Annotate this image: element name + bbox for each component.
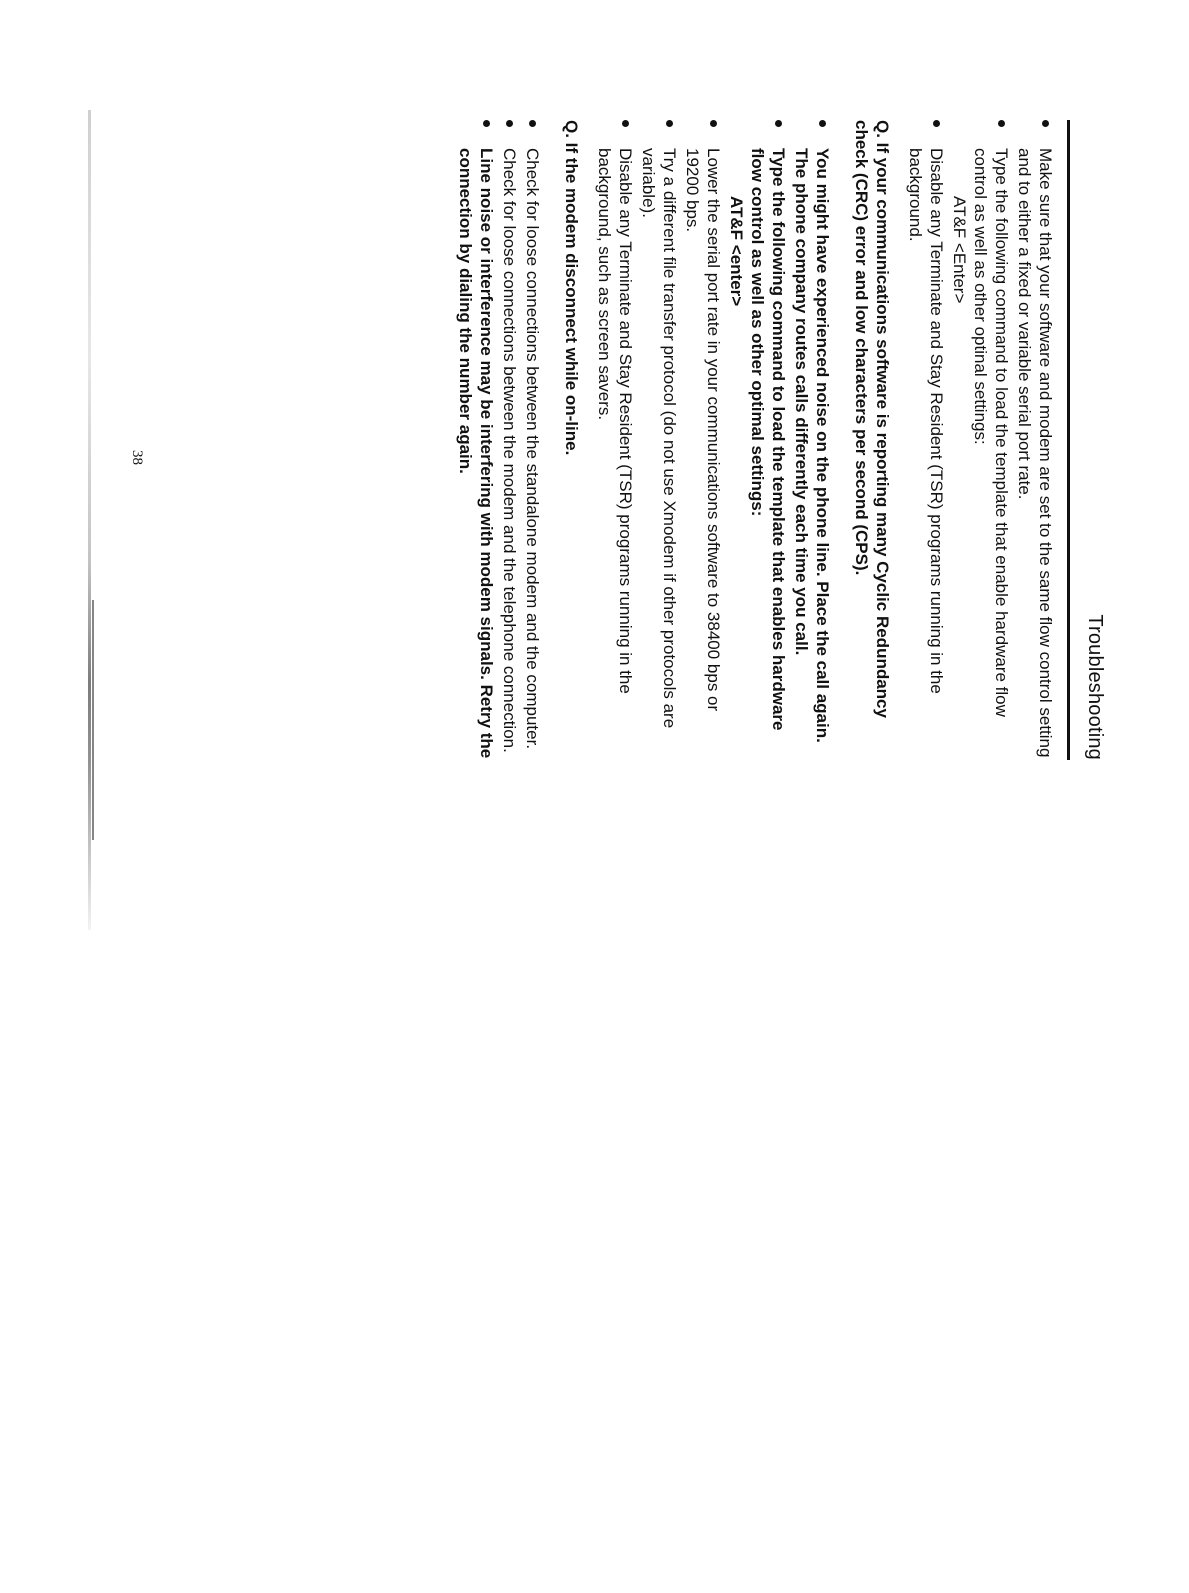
list-item-text: Make sure that your software and modem are set to the same flow control setting and to either a fixed or variable serial port rate. (1015, 148, 1055, 758)
list-item-text: Try a different file transfer protocol (do not use Xmodem if other protocols are variable). (639, 148, 679, 729)
bullet-icon (483, 120, 490, 127)
list-item-text: Type the following command to load the template that enables hardware flow control as well as other optimal settings: (748, 148, 788, 731)
scan-edge-artifact-dark (92, 600, 94, 840)
bullet-icon (710, 120, 717, 127)
bullet-icon (819, 120, 826, 127)
list-item (791, 120, 833, 760)
bullet-icon (666, 120, 673, 127)
bullet-icon (933, 120, 940, 127)
rotated-document-page (120, 120, 1120, 920)
list-item-text: Check for loose connections between the modem and the telephone connection. (500, 148, 519, 753)
header-rule (1067, 120, 1070, 760)
list-item (455, 120, 497, 760)
command-text: AT&F <enter> (727, 196, 746, 307)
bullet-icon (775, 120, 782, 127)
list-item (905, 120, 947, 760)
list-item (726, 120, 789, 760)
list-item (522, 120, 543, 760)
question-heading-disconnect: Q. If the modem disconnect while on-line. (562, 120, 581, 456)
list-item (638, 120, 680, 760)
list-item (949, 120, 1012, 760)
list-item-text: Lower the serial port rate in your communications software to 38400 bps or 19200 bps. (683, 148, 723, 712)
page-title: Troubleshooting (1084, 614, 1106, 760)
list-item (1014, 120, 1056, 760)
bullet-icon (529, 120, 536, 127)
scan-edge-artifact (88, 110, 91, 930)
list-item-text: Check for loose connections between the standalone modem and the computer. (523, 148, 542, 750)
bullet-icon (998, 120, 1005, 127)
list-item-text: You might have experienced noise on the phone line. Place the call again. The phone company routes calls differently each time you call. (792, 148, 832, 743)
page-content (453, 120, 1056, 760)
question-heading-crc: Q. If your communications software is reporting many Cyclic Redundancy check (CRC) error and low characters per second (CPS). (852, 120, 892, 718)
list-item-text: Disable any Terminate and Stay Resident (TSR) programs running in the background. (906, 148, 946, 694)
list-item-text: Type the following command to load the template that enable hardware flow control as well as other optinal settings: (971, 148, 1011, 717)
list-item-text: Line noise or interference may be interfering with modem signals. Retry the connection by dialing the number again. (456, 148, 496, 759)
bullet-icon (506, 120, 513, 127)
list-item (499, 120, 520, 760)
bullet-icon (1042, 120, 1049, 127)
command-text: AT&F <Enter> (950, 196, 969, 304)
list-item-text: Disable any Terminate and Stay Resident (TSR) programs running in the background, such as screen savers. (595, 148, 635, 694)
bullet-list-flow-control (905, 120, 1056, 760)
bullet-list-crc (594, 120, 833, 760)
page-header (1064, 120, 1120, 760)
list-item (682, 120, 724, 760)
bullet-list-disconnect (455, 120, 543, 760)
bullet-icon (622, 120, 629, 127)
page-number: 38 (129, 450, 145, 465)
list-item (594, 120, 636, 760)
